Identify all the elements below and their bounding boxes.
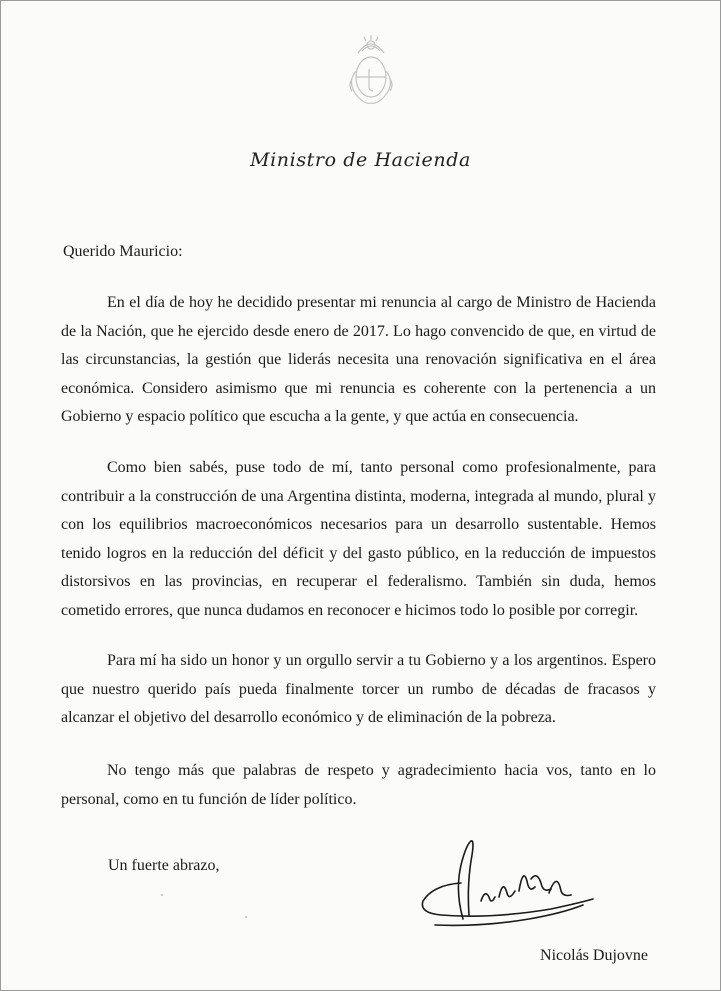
signer-name: Nicolás Dujovne bbox=[540, 947, 648, 964]
closing: Un fuerte abrazo, bbox=[108, 857, 220, 874]
salutation: Querido Mauricio: bbox=[63, 243, 183, 260]
coat-of-arms-icon bbox=[336, 31, 406, 111]
paper-speck bbox=[161, 894, 163, 896]
paragraph-achievements: Como bien sabés, puse todo de mí, tanto personal como profesionalmente, para contribuir a la construcción de una Argentina distinta, moderna, integrada al mundo, plural y con los equilibrios macroeconómicos necesarios para un desarrollo sustentable. Hemos tenido logros en la reducción del déficit y del gasto público, en la reducción de impuestos distorsivos en las provincias, en recuperar el federalismo. También sin duda, hemos cometido errores, que nunca dudamos en reconocer e hicimos todo lo posible por corregir. bbox=[61, 459, 656, 619]
paragraph-resignation: En el día de hoy he decidido presentar mi renuncia al cargo de Ministro de Hacienda de la Nación, que he ejercido desde enero de 2017. Lo hago convencido de que, en virtud de las circunstancias, la gestión que liderás necesita una renovación significativa en el área económica. Considero asimismo que mi renuncia es coherente con la pertenencia a un Gobierno y espacio político que escucha a la gente, y que actúa en consecuencia. bbox=[61, 294, 656, 425]
paragraph-gratitude: No tengo más que palabras de respeto y agradecimiento hacia vos, tanto en lo personal, como en tu función de líder político. bbox=[61, 762, 656, 808]
handwritten-signature bbox=[411, 831, 601, 936]
paper-speck bbox=[245, 916, 247, 918]
paragraph-honor: Para mí ha sido un honor y un orgullo servir a tu Gobierno y a los argentinos. Espero que nuestro querido país pueda finalmente torcer un rumbo de décadas de fracasos y alcanzar el objetivo del desarrollo económico y de eliminación de la pobreza. bbox=[61, 652, 656, 726]
letterhead-title: Ministro de Hacienda bbox=[250, 149, 471, 171]
